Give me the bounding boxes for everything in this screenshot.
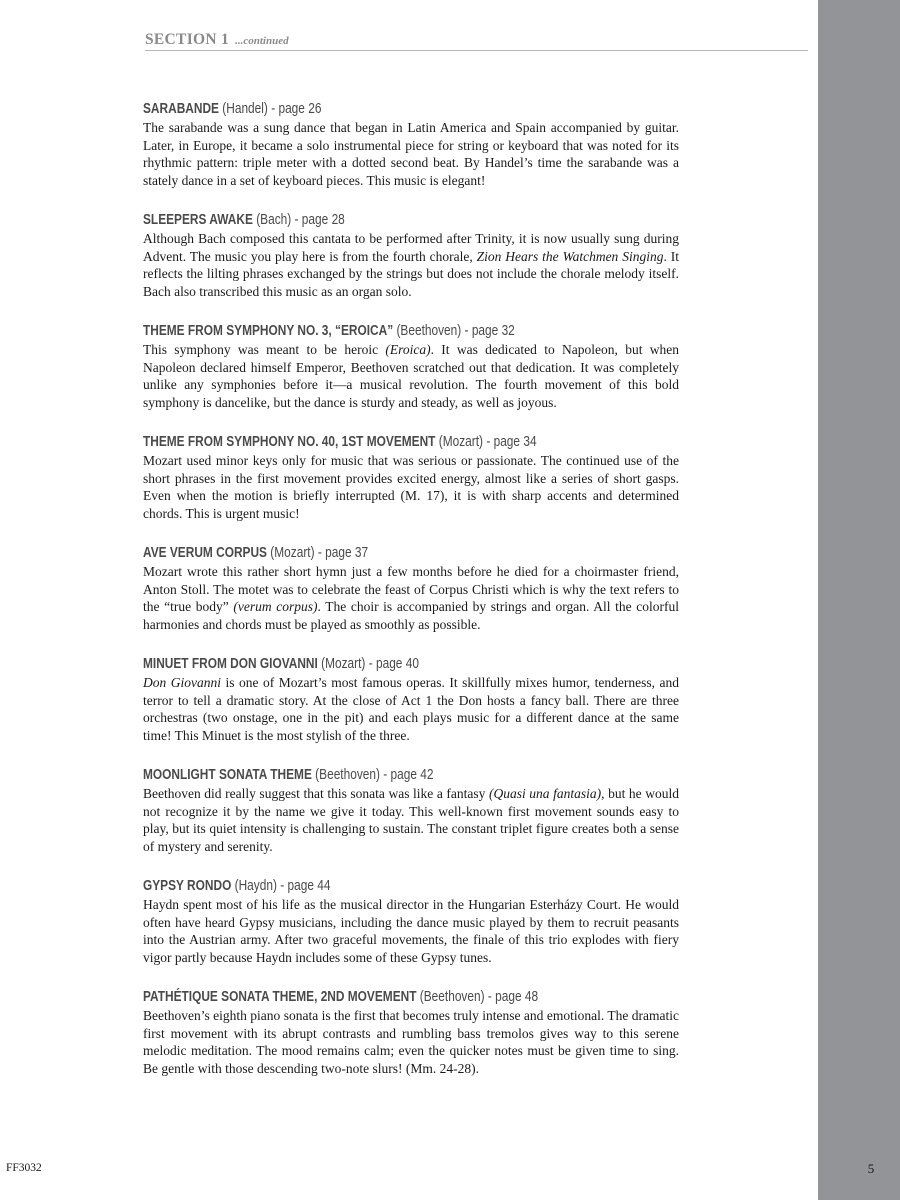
body-text: Beethoven’s eighth piano sonata is the first that becomes truly intense and emotional. The dramatic first movement with its abrupt contrasts and rumbling bass tremolos gives way to this serene melodic meditation. The mood remains calm; even the quicker notes must be given time to sing. Be gentle with those descending two-note slurs! (Mm. 24-28). [143,1008,679,1076]
piece-entry [143,99,679,210]
body-text: Mozart used minor keys only for music that was serious or passionate. The continued use of the short phrases in the first movement provides excited energy, almost like a series of short gasps. Even when the motion is briefly interrupted (M. 17), it is with sharp accents and determined chords. This is urgent music! [143,453,679,521]
piece-description [143,785,679,855]
piece-composer: (Haydn) [234,878,277,894]
piece-entry [143,321,679,432]
side-band [818,0,900,1200]
piece-title: AVE VERUM CORPUS [143,545,267,561]
piece-composer: (Mozart) [321,656,366,672]
piece-composer: (Mozart) [438,434,484,450]
piece-title: THEME FROM SYMPHONY NO. 3, “EROICA” [143,323,394,339]
piece-heading [143,99,583,119]
piece-composer: (Bach) [256,212,292,228]
body-text: This symphony was meant to be heroic [143,342,386,357]
product-code: FF3032 [6,1162,42,1174]
body-text: is one of Mozart’s most famous operas. It skillfully mixes humor, tenderness, and terror to tell a dramatic story. At the close of Act 1 the Don hosts a fancy ball. There are three orchestras (two onstage, one in the pit) and each plays music for a different dance at the same time! This Minuet is the most stylish of the three. [143,675,679,743]
piece-description [143,1007,679,1077]
piece-description [143,674,679,744]
body-text: Beethoven did really suggest that this sonata was like a fantasy [143,786,489,801]
piece-heading [143,876,583,896]
piece-description [143,563,679,633]
piece-composer: (Beethoven) [419,989,485,1005]
piece-entry [143,432,679,543]
body-text: . It reflects the lilting phrases exchanged by the strings but does not include the chorale melody itself. Bach also transcribed this music as an organ solo. [143,248,679,299]
piece-entry [143,654,679,765]
piece-title: MOONLIGHT SONATA THEME [143,767,312,783]
italic-text: Zion Hears the Watchmen Singing [476,248,664,264]
italic-text: (Eroica) [385,342,431,357]
piece-description [143,230,679,300]
piece-title: MINUET FROM DON GIOVANNI [143,656,318,672]
piece-entry [143,210,679,321]
piece-description [143,452,679,522]
piece-page-ref: - page 28 [294,212,345,228]
italic-text: (Quasi una fantasia) [488,786,602,801]
body-text: Haydn spent most of his life as the musical director in the Hungarian Esterházy Court. He would often have heard Gypsy musicians, including the dance music played by them to recruit peasants into the Austrian army. After two graceful movements, the finale of this trio explodes with fiery vigor partly because Haydn includes some of these Gypsy tunes. [143,897,679,965]
section-continued-label: ...continued [235,35,289,47]
piece-heading [143,432,583,452]
piece-heading [143,654,583,674]
piece-page-ref: - page 44 [280,878,331,894]
piece-heading [143,987,583,1007]
piece-page-ref: - page 34 [486,434,537,450]
section-header [145,30,808,51]
piece-composer: (Beethoven) [315,767,380,783]
piece-description [143,896,679,966]
piece-heading [143,543,583,563]
piece-composer: (Beethoven) [396,323,462,339]
body-text: Mozart wrote this rather short hymn just a few months before he died for a choirmaster friend, Anton Stoll. The motet was to celebrate the feast of Corpus Christi which is why the text refers to the “true body” [143,564,679,615]
piece-heading [143,321,583,341]
italic-text: (verum corpus) [233,599,318,615]
body-text: Although Bach composed this cantata to be performed after Trinity, it is now usually sung during Advent. The music you play here is from the fourth chorale, [143,231,679,264]
piece-title: THEME FROM SYMPHONY NO. 40, 1ST MOVEMENT [143,434,436,450]
piece-heading [143,765,583,785]
piece-description [143,119,679,189]
italic-text: Don Giovanni [143,675,221,690]
page-number: 5 [867,1161,875,1176]
piece-entry [143,765,679,876]
piece-page-ref: - page 42 [383,767,434,783]
piece-page-ref: - page 32 [464,323,515,339]
piece-page-ref: - page 40 [368,656,419,672]
piece-page-ref: - page 48 [487,989,539,1005]
entry-list [143,99,679,1098]
piece-title: SARABANDE [143,101,219,117]
piece-page-ref: - page 26 [271,101,322,117]
section-title: SECTION 1 [145,31,230,48]
piece-composer: (Mozart) [270,545,315,561]
piece-description [143,341,679,411]
piece-entry [143,543,679,654]
body-text: , but he would not recognize it by the name we give it today. This well-known first movement sounds easy to play, but its quiet intensity is challenging to sustain. The constant triplet figure creates both a sense of mystery and serenity. [143,786,679,854]
piece-title: PATHÉTIQUE SONATA THEME, 2ND MOVEMENT [143,989,417,1005]
piece-title: GYPSY RONDO [143,878,232,894]
body-text: The sarabande was a sung dance that began in Latin America and Spain accompanied by guitar. Later, in Europe, it became a solo instrumental piece for string or keyboard that was noted for its rhythmic pattern: triple meter with a dotted second beat. By Handel’s time the sarabande was a stately dance in a set of keyboard pieces. This music is elegant! [143,120,679,188]
body-text: . It was dedicated to Napoleon, but when Napoleon declared himself Emperor, Beethoven scratched out that dedication. It was completely unlike any symphonies before it—a musical revolution. The fourth movement of this bold symphony is dancelike, but the dance is sturdy and steady, as well as joyous. [143,342,679,410]
piece-entry [143,876,679,987]
piece-page-ref: - page 37 [317,545,369,561]
piece-entry [143,987,679,1098]
piece-composer: (Handel) [222,101,268,117]
body-text: . The choir is accompanied by strings and organ. All the colorful harmonies and chords must be played as smoothly as possible. [143,599,679,632]
piece-heading [143,210,583,230]
piece-title: SLEEPERS AWAKE [143,212,253,228]
